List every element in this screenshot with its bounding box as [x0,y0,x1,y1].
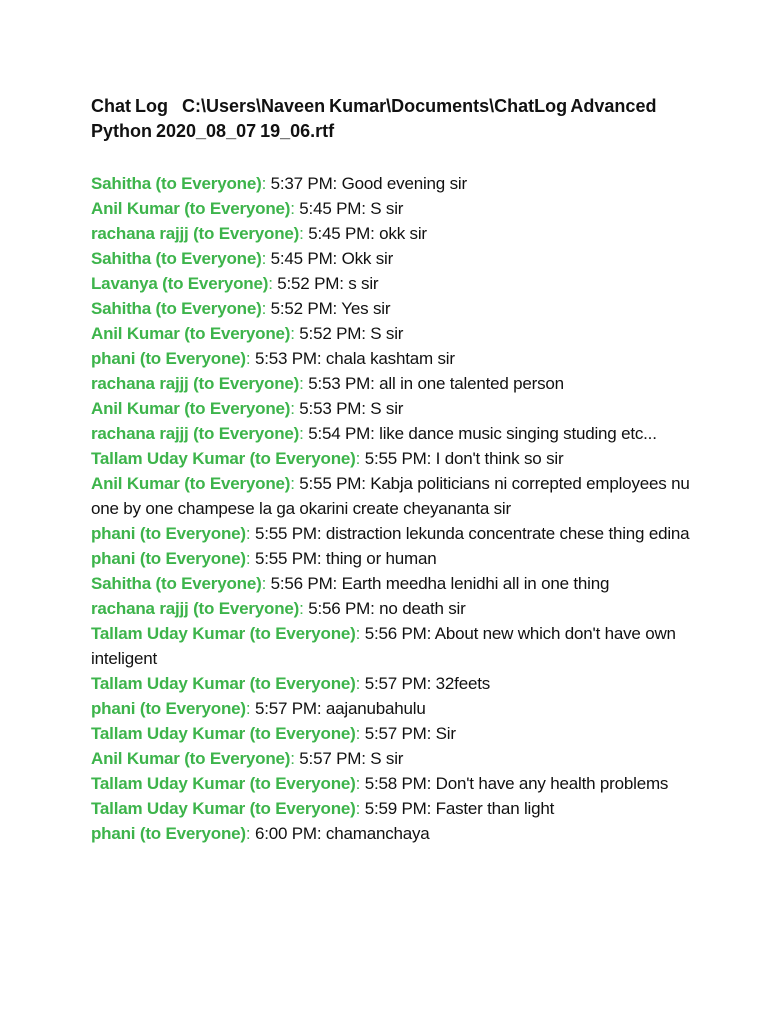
message-time: 5:52 PM [277,274,340,293]
message-sender: Tallam Uday Kumar (to Everyone) [91,449,356,468]
document-heading [91,94,691,144]
chat-message [91,721,691,746]
heading-label: Chat Log [91,96,168,116]
chat-message [91,571,691,596]
message-time: 5:53 PM [299,399,362,418]
message-time: 5:57 PM [364,724,427,743]
message-text: About new which don't have own inteligent [91,624,676,668]
message-sender: phani (to Everyone) [91,824,246,843]
message-time: 5:37 PM [270,174,333,193]
message-sender: phani (to Everyone) [91,349,246,368]
chat-log [91,171,691,846]
message-text: Earth meedha lenidhi all in one thing [341,574,610,593]
time-separator: : [426,724,436,743]
message-sender: Tallam Uday Kumar (to Everyone) [91,624,356,643]
time-separator: : [316,699,326,718]
chat-message [91,396,691,421]
chat-message [91,621,691,671]
chat-message [91,471,691,521]
sender-separator: : [355,724,361,743]
message-time: 5:53 PM [254,349,317,368]
message-text: no death sir [379,599,466,618]
message-time: 5:55 PM [254,524,317,543]
sender-separator: : [299,599,304,618]
sender-separator: : [290,399,295,418]
time-separator: : [316,524,326,543]
message-sender: Lavanya (to Everyone) [91,274,269,293]
chat-message [91,746,691,771]
sender-separator: : [245,524,251,543]
time-separator: : [316,549,326,568]
message-time: 5:56 PM [270,574,333,593]
message-sender: Sahitha (to Everyone) [91,574,262,593]
message-sender: Sahitha (to Everyone) [91,174,262,193]
time-separator: : [361,199,371,218]
chat-message [91,546,691,571]
message-time: 5:54 PM [308,424,371,443]
message-time: 5:57 PM [364,674,427,693]
sender-separator: : [355,624,361,643]
chat-message [91,321,691,346]
chat-message [91,796,691,821]
message-time: 5:52 PM [299,324,362,343]
chat-message [91,196,691,221]
document-page [91,94,691,846]
message-text: I don't think so sir [435,449,564,468]
time-separator: : [332,249,342,268]
sender-separator: : [261,174,267,193]
chat-message [91,346,691,371]
message-time: 5:55 PM [364,449,427,468]
chat-message [91,446,691,471]
sender-separator: : [245,824,251,843]
message-text: Kabja politicians ni correpted employees nu one by one champese la ga okarini create cheyananta sir [91,474,690,518]
message-time: 5:57 PM [299,749,362,768]
sender-separator: : [261,574,267,593]
message-sender: rachana rajjj (to Everyone) [91,424,300,443]
time-separator: : [361,474,371,493]
message-sender: rachana rajjj (to Everyone) [91,224,300,243]
time-separator: : [361,324,371,343]
chat-message [91,596,691,621]
message-time: 5:55 PM [299,474,362,493]
sender-separator: : [261,249,267,268]
sender-separator: : [299,374,304,393]
message-time: 5:53 PM [308,374,371,393]
message-text: Okk sir [341,249,394,268]
chat-message [91,821,691,846]
time-separator: : [361,749,371,768]
message-sender: Sahitha (to Everyone) [91,299,262,318]
message-time: 6:00 PM [254,824,317,843]
chat-message [91,521,691,546]
message-text: chamanchaya [325,824,430,843]
sender-separator: : [299,224,304,243]
message-text: like dance music singing studing etc... [379,424,657,443]
time-separator: : [332,574,342,593]
sender-separator: : [245,349,251,368]
sender-separator: : [355,774,361,793]
message-sender: Anil Kumar (to Everyone) [91,399,291,418]
chat-message [91,271,691,296]
sender-separator: : [245,699,251,718]
message-text: Yes sir [341,299,391,318]
chat-message [91,696,691,721]
message-text: s sir [348,274,379,293]
sender-separator: : [290,749,295,768]
message-text: chala kashtam sir [325,349,455,368]
time-separator: : [361,399,371,418]
sender-separator: : [290,199,295,218]
chat-message [91,296,691,321]
sender-separator: : [245,549,251,568]
message-sender: Tallam Uday Kumar (to Everyone) [91,774,356,793]
message-text: Don't have any health problems [435,774,669,793]
message-time: 5:55 PM [254,549,317,568]
time-separator: : [332,174,342,193]
time-separator: : [426,449,436,468]
message-sender: Tallam Uday Kumar (to Everyone) [91,799,356,818]
message-text: distraction lekunda concentrate chese thing edina [325,524,690,543]
message-sender: rachana rajjj (to Everyone) [91,599,300,618]
time-separator: : [426,774,436,793]
message-sender: Anil Kumar (to Everyone) [91,474,291,493]
message-text: Sir [435,724,456,743]
time-separator: : [370,424,380,443]
time-separator: : [332,299,342,318]
time-separator: : [426,674,436,693]
message-text: okk sir [379,224,427,243]
message-text: all in one talented person [379,374,564,393]
time-separator: : [370,599,380,618]
message-text: Faster than light [435,799,555,818]
chat-message [91,246,691,271]
message-sender: Anil Kumar (to Everyone) [91,199,291,218]
chat-message [91,221,691,246]
message-time: 5:45 PM [308,224,371,243]
time-separator: : [316,824,326,843]
message-time: 5:58 PM [364,774,427,793]
message-text: S sir [370,399,404,418]
sender-separator: : [355,799,361,818]
message-sender: phani (to Everyone) [91,524,246,543]
message-time: 5:45 PM [299,199,362,218]
message-text: 32feets [435,674,491,693]
sender-separator: : [290,474,295,493]
time-separator: : [370,224,380,243]
chat-message [91,171,691,196]
message-time: 5:56 PM [364,624,427,643]
sender-separator: : [290,324,295,343]
message-time: 5:59 PM [364,799,427,818]
sender-separator: : [268,274,273,293]
message-time: 5:56 PM [308,599,371,618]
sender-separator: : [261,299,267,318]
message-sender: phani (to Everyone) [91,699,246,718]
message-time: 5:52 PM [270,299,333,318]
message-sender: Tallam Uday Kumar (to Everyone) [91,724,356,743]
message-sender: Anil Kumar (to Everyone) [91,324,291,343]
message-text: aajanubahulu [325,699,426,718]
message-text: S sir [370,199,404,218]
message-time: 5:57 PM [254,699,317,718]
message-text: thing or human [325,549,437,568]
sender-separator: : [355,674,361,693]
message-sender: Sahitha (to Everyone) [91,249,262,268]
time-separator: : [426,624,435,643]
message-sender: Anil Kumar (to Everyone) [91,749,291,768]
message-sender: Tallam Uday Kumar (to Everyone) [91,674,356,693]
time-separator: : [316,349,326,368]
sender-separator: : [299,424,304,443]
time-separator: : [426,799,436,818]
message-sender: rachana rajjj (to Everyone) [91,374,300,393]
chat-message [91,771,691,796]
chat-message [91,671,691,696]
chat-message [91,421,691,446]
sender-separator: : [355,449,361,468]
time-separator: : [339,274,349,293]
message-sender: phani (to Everyone) [91,549,246,568]
chat-message [91,371,691,396]
message-text: S sir [370,324,404,343]
time-separator: : [370,374,380,393]
message-text: Good evening sir [341,174,467,193]
heading-file-path: C:\Users\Naveen Kumar\Documents\ChatLog Advanced Python 2020_08_07 19_06.rtf [91,96,657,141]
message-time: 5:45 PM [270,249,333,268]
message-text: S sir [370,749,404,768]
